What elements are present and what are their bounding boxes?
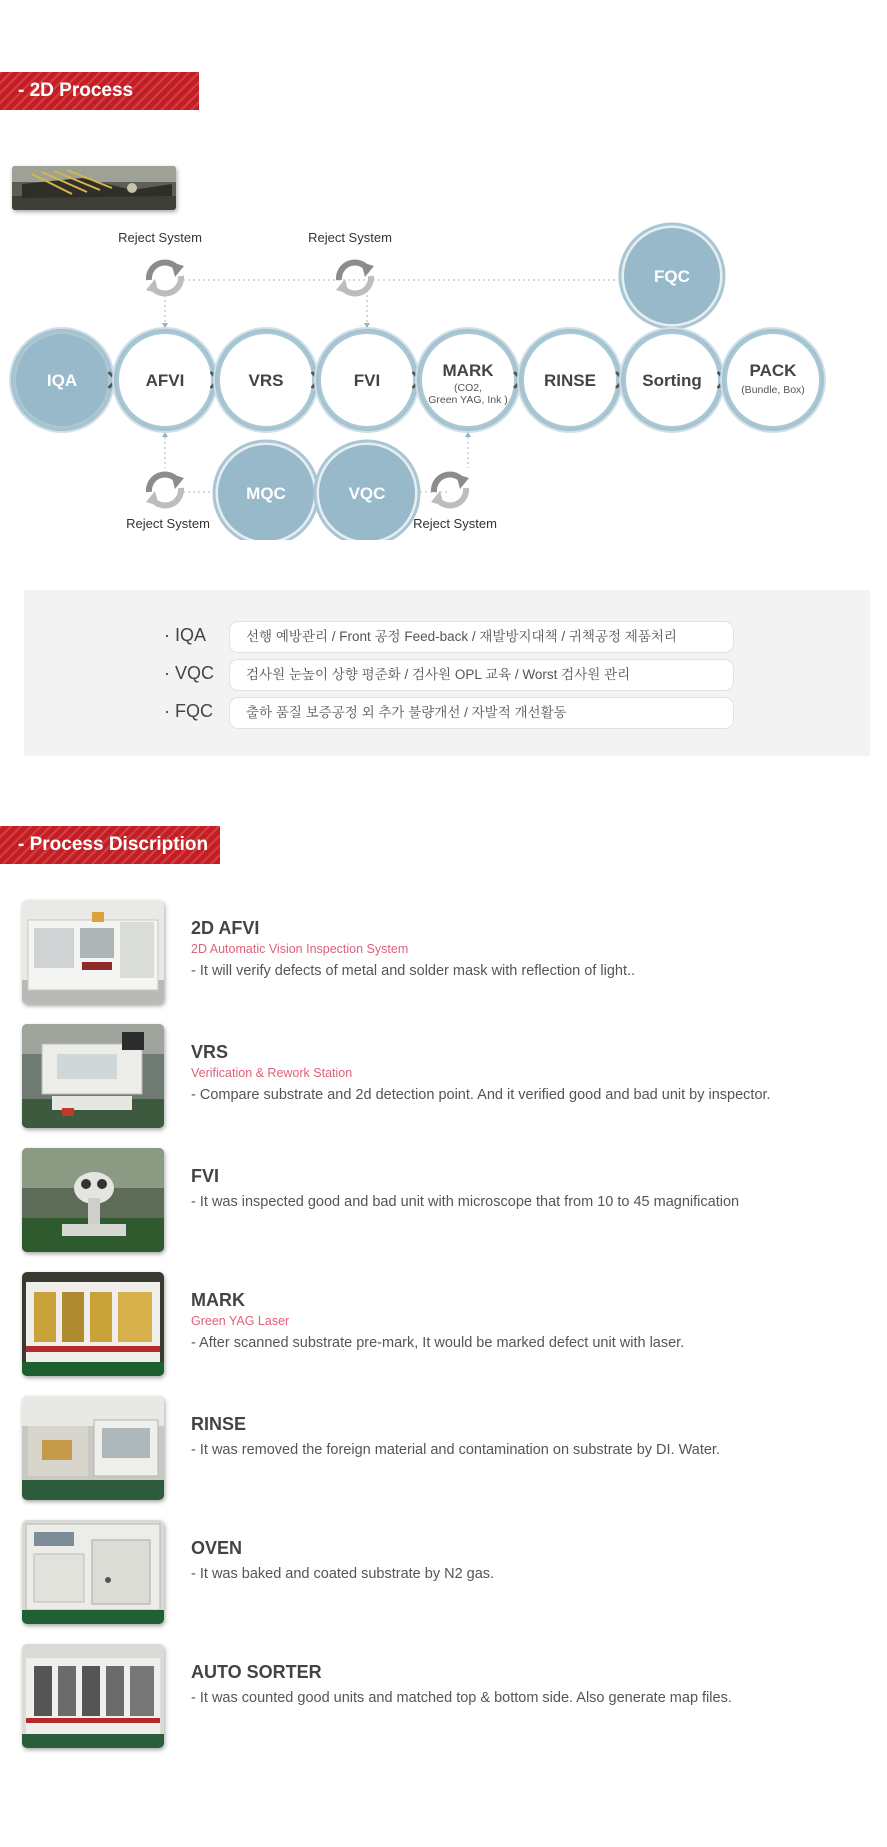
reject-system-icon: [146, 262, 184, 294]
desc-text: - It was inspected good and bad unit with microscope that from 10 to 45 magnification: [191, 1194, 740, 1210]
flow-node-fqc: [620, 224, 724, 328]
legend-row-fqc: [24, 697, 870, 731]
qc-legend: [24, 590, 870, 756]
desc-subtitle: Green YAG Laser: [191, 1314, 290, 1328]
desc-text: - After scanned substrate pre-mark, It would be marked defect unit with laser.: [191, 1335, 685, 1351]
rinse-machine-photo: [22, 1396, 164, 1500]
desc-text: - It was baked and coated substrate by N2 gas.: [191, 1566, 495, 1582]
desc-row-mark: [22, 1272, 872, 1378]
flow-node-label: FQC: [654, 267, 690, 286]
desc-row-auto-sorter: [22, 1644, 872, 1750]
desc-subtitle: 2D Automatic Vision Inspection System: [191, 942, 409, 956]
desc-title: FVI: [191, 1166, 220, 1186]
fvi-microscope-photo: [22, 1148, 164, 1252]
desc-title: 2D AFVI: [191, 918, 260, 938]
section-title-2d-process: - 2D Process: [0, 72, 199, 110]
flow-node-label: Sorting: [642, 371, 702, 390]
desc-title: OVEN: [191, 1538, 243, 1558]
flow-node-fvi: [315, 328, 419, 432]
desc-subtitle: Verification & Rework Station: [191, 1066, 353, 1080]
desc-title: RINSE: [191, 1414, 247, 1434]
flow-node-pack: [721, 328, 825, 432]
legend-row-iqa: [24, 621, 870, 655]
flow-node-label: FVI: [353, 371, 381, 390]
auto-sorter-photo: [22, 1644, 164, 1748]
desc-row-oven: [22, 1520, 872, 1626]
flow-node-vqc: [315, 441, 419, 540]
flow-node-sublabel: (CO2,: [453, 382, 483, 394]
desc-row-vrs: [22, 1024, 872, 1130]
flow-node-label: RINSE: [544, 371, 596, 390]
flow-node-label: MQC: [246, 484, 286, 503]
flow-node-label: IQA: [46, 371, 78, 390]
reject-system-label: Reject System: [126, 516, 210, 531]
flow-node-sorting: [620, 328, 724, 432]
flow-node-label: PACK: [749, 361, 797, 380]
flow-node-mqc: [214, 441, 318, 540]
legend-row-vqc: [24, 659, 870, 693]
reject-system-label: Reject System: [413, 516, 497, 531]
reject-system-icon: [146, 474, 184, 506]
desc-row-afvi: [22, 900, 872, 1006]
flow-node-vrs: [214, 328, 318, 432]
flow-node-sublabel: (Bundle, Box): [741, 384, 805, 396]
flow-node-label: VQC: [348, 484, 386, 503]
vrs-machine-photo: [22, 1024, 164, 1128]
legend-text: 선행 예방관리 / Front 공정 Feed-back / 재발방지대책 / 귀책공정 제품처리: [229, 621, 734, 653]
legend-key: · VQC: [164, 663, 215, 683]
process-flow-diagram: [0, 210, 887, 540]
flow-node-label: AFVI: [145, 371, 185, 390]
legend-key: · FQC: [164, 701, 213, 721]
flow-node-afvi: [113, 328, 217, 432]
reject-system-label: Reject System: [118, 230, 202, 245]
reject-system-icon: [336, 262, 374, 294]
oven-machine-photo: [22, 1520, 164, 1624]
afvi-machine-photo: [22, 900, 164, 1004]
flow-node-label: VRS: [248, 371, 284, 390]
legend-text: 출하 품질 보증공정 외 추가 불량개선 / 자발적 개선활동: [229, 697, 734, 729]
reject-system-label: Reject System: [308, 230, 392, 245]
desc-title: MARK: [191, 1290, 245, 1310]
legend-key: · IQA: [164, 625, 207, 645]
desc-text: - Compare substrate and 2d detection point. And it verified good and bad unit by inspector.: [191, 1087, 771, 1103]
legend-text: 검사원 눈높이 상향 평준화 / 검사원 OPL 교육 / Worst 검사원 관리: [229, 659, 734, 691]
flow-node-mark: [416, 328, 520, 432]
desc-row-rinse: [22, 1396, 872, 1502]
mark-laser-photo: [22, 1272, 164, 1376]
desc-row-fvi: [22, 1148, 872, 1254]
reject-system-icon: [431, 474, 469, 506]
desc-title: VRS: [191, 1042, 229, 1062]
desc-title: AUTO SORTER: [191, 1662, 322, 1682]
flow-node-sublabel: Green YAG, Ink ): [428, 394, 508, 406]
desc-text: - It was counted good units and matched top & bottom side. Also generate map files.: [191, 1690, 732, 1706]
section-title-process-description: - Process Discription: [0, 826, 220, 864]
flow-node-label: MARK: [442, 361, 494, 380]
flow-node-iqa: [10, 328, 114, 432]
desc-text: - It was removed the foreign material and contamination on substrate by DI. Water.: [191, 1442, 720, 1458]
desc-text: - It will verify defects of metal and solder mask with reflection of light..: [191, 963, 636, 979]
flow-node-rinse: [518, 328, 622, 432]
process-header-photo: [12, 166, 176, 210]
